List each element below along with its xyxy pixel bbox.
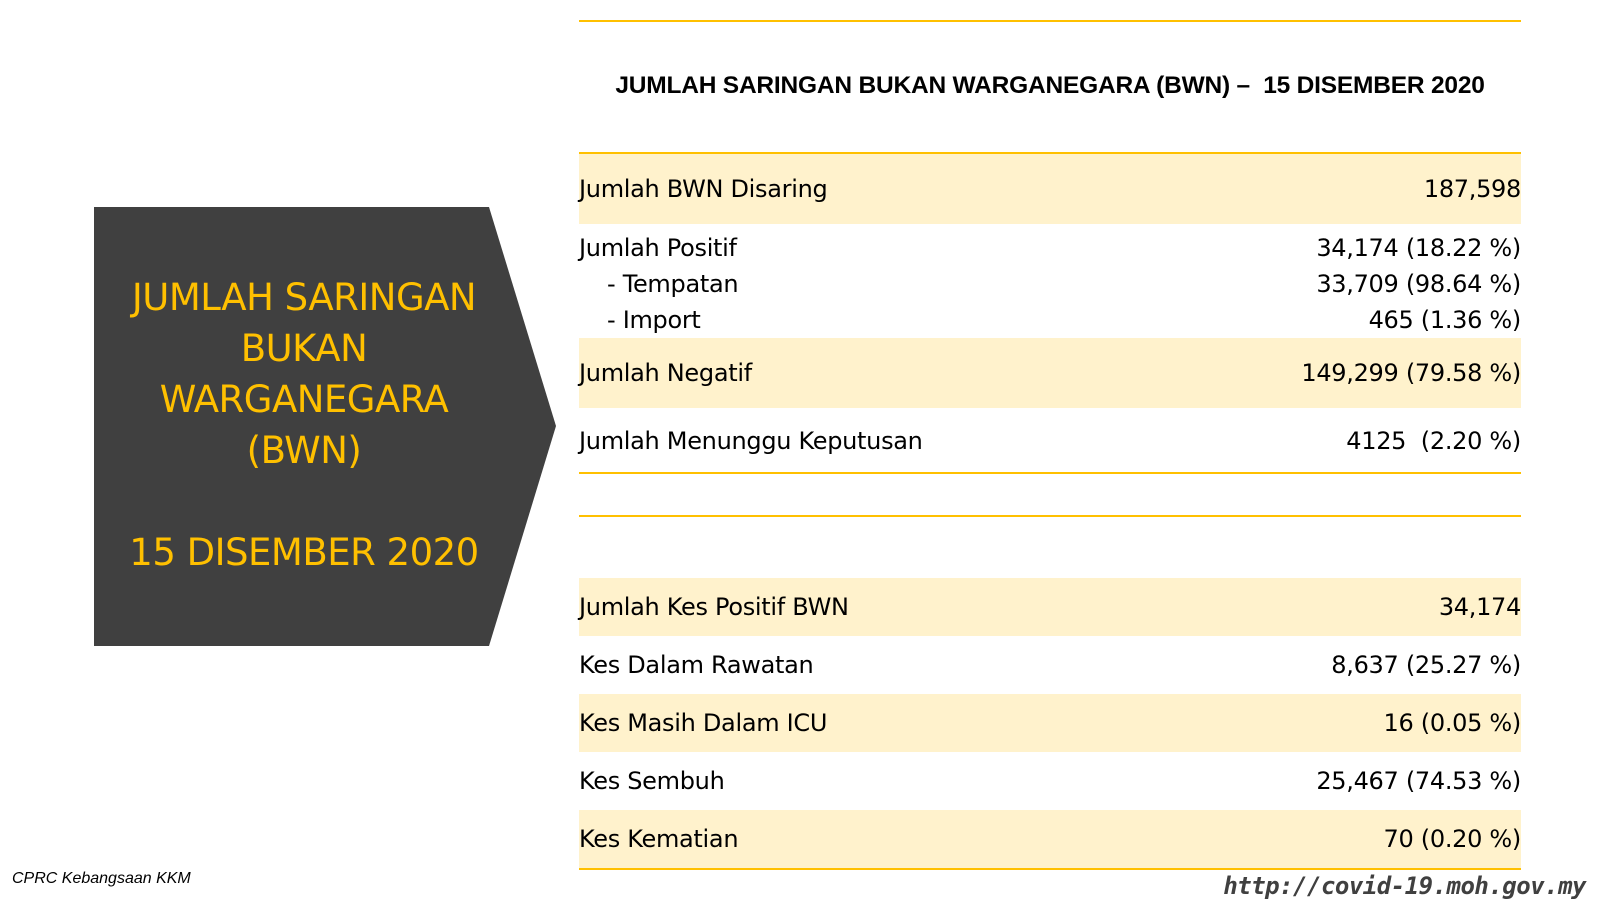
table-row xyxy=(579,636,1521,694)
source-credit: CPRC Kebangsaan KKM xyxy=(12,870,191,887)
row-value: 16 (0.05 %) xyxy=(1383,709,1521,737)
row-label: Kes Masih Dalam ICU xyxy=(579,709,828,737)
table-row xyxy=(579,230,1521,266)
arrow-title xyxy=(94,272,514,578)
table-row xyxy=(579,578,1521,636)
table-bottom-divider xyxy=(579,472,1521,474)
row-value: 25,467 (74.53 %) xyxy=(1316,767,1521,795)
row-value: 187,598 xyxy=(1423,175,1521,203)
cases-table xyxy=(579,578,1521,868)
table-bottom-divider xyxy=(579,868,1521,870)
top-divider xyxy=(579,20,1521,22)
row-label: Jumlah Menunggu Keputusan xyxy=(579,427,923,455)
row-value: 33,709 (98.64 %) xyxy=(1316,270,1521,298)
page-title: JUMLAH SARINGAN BUKAN WARGANEGARA (BWN) – 15 DISEMBER 2020 xyxy=(615,72,1485,99)
row-value: 465 (1.36 %) xyxy=(1368,306,1521,334)
row-label: - Tempatan xyxy=(607,270,739,298)
table-row xyxy=(579,752,1521,810)
table-row xyxy=(579,338,1521,408)
row-label: Kes Sembuh xyxy=(579,767,725,795)
table-row xyxy=(579,408,1521,474)
table-top-divider xyxy=(579,515,1521,517)
row-value: 4125 (2.20 %) xyxy=(1346,427,1521,455)
row-value: 34,174 xyxy=(1438,593,1521,621)
title-arrow-panel xyxy=(94,207,556,646)
arrow-title-line: BUKAN xyxy=(240,327,368,370)
table-row xyxy=(579,266,1521,302)
arrow-title-line: (BWN) xyxy=(246,429,362,472)
arrow-date: 15 DISEMBER 2020 xyxy=(129,531,479,574)
row-label: Kes Kematian xyxy=(579,825,739,853)
row-label: Jumlah Negatif xyxy=(579,359,752,387)
website-link[interactable]: http://covid-19.moh.gov.my xyxy=(1223,872,1586,900)
row-label: - Import xyxy=(607,306,701,334)
arrow-title-line: JUMLAH SARINGAN xyxy=(131,276,477,319)
row-label: Kes Dalam Rawatan xyxy=(579,651,814,679)
table-row xyxy=(579,694,1521,752)
row-label: Jumlah Positif xyxy=(579,234,737,262)
row-label: Jumlah BWN Disaring xyxy=(579,175,828,203)
row-value: 8,637 (25.27 %) xyxy=(1331,651,1521,679)
screening-table xyxy=(579,152,1521,474)
arrow-title-line: WARGANEGARA xyxy=(159,378,449,421)
table-row xyxy=(579,154,1521,224)
row-label: Jumlah Kes Positif BWN xyxy=(579,593,849,621)
row-value: 70 (0.20 %) xyxy=(1383,825,1521,853)
table-row xyxy=(579,302,1521,338)
row-value: 34,174 (18.22 %) xyxy=(1316,234,1521,262)
row-value: 149,299 (79.58 %) xyxy=(1301,359,1521,387)
table-row xyxy=(579,810,1521,868)
